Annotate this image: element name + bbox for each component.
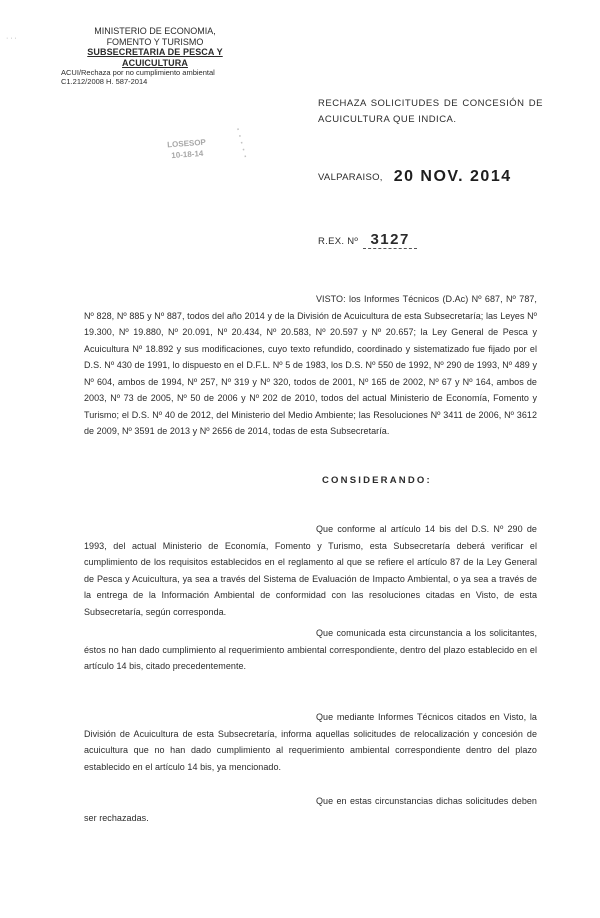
received-stamp	[146, 121, 227, 178]
stamp-line-2: 10-18-14	[171, 148, 204, 161]
paragraph-lead: Que mediante Informes Técnicos citados en	[316, 712, 500, 722]
paragraph-lead: Que conforme al artículo 14 bis del D.S. Nº 290	[316, 524, 523, 534]
ministry-line-1: MINISTERIO DE ECONOMIA,	[94, 26, 216, 36]
considerando-heading: CONSIDERANDO:	[322, 475, 432, 486]
issuer-header	[55, 26, 255, 86]
date-place: VALPARAISO,	[318, 172, 383, 183]
stamp-line-1: LOSESOP	[166, 137, 207, 150]
paragraph-body: deben ser rechazadas.	[84, 796, 537, 823]
rex-number: 3127	[363, 231, 417, 249]
rex-label: R.EX. Nº	[318, 236, 359, 247]
visto-text: los Informes Técnicos (D.Ac) Nº 687, Nº 787, Nº 828, Nº 885 y Nº 887, todos del año 2014 y de la División de Acuicultura de esta Subsecretaría; las Leyes Nº 19.300, Nº 19.880, Nº 20.091, Nº 20.434, Nº 20.583, Nº 20.597 y Nº 20.657; la Ley General de Pesca y Acuicultura Nº 18.892 y sus modificaciones, cuyo texto refundido, coordinado y sistematizado fue fijado por el D.S. Nº 430 de 1991, lo dispuesto en el D.F.L. Nº 5 de 1983, los D.S. Nº 550 de 1992, Nº 290 de 1993, Nº 489 y Nº 604, ambos de 1994, Nº 257, Nº 319 y Nº 320, todos de 2001, Nº 165 de 2002, Nº 67 y Nº 164, ambos de 2003, Nº 73 de 2005, Nº 50 de 2006 y Nº 202 de 2010, todos del actual Ministerio de Economía, Fomento y Turismo; el D.S. Nº 40 de 2012, del Ministerio del Medio Ambiente; las Resoluciones Nº 3411 de 2006, Nº 3612 de 2009, Nº 3591 de 2013 y Nº 2656 de 2014, todas de esta Subsecretaría.	[84, 294, 537, 436]
visto-label: VISTO:	[316, 294, 346, 304]
considerando-paragraph-2	[84, 625, 537, 675]
paragraph-body: solicitantes, éstos no han dado cumplimiento al requerimiento ambiental correspondiente, dentro del plazo establecido en el artículo 14 bis, citado precedentemente.	[84, 628, 537, 671]
scan-artifact: · · ·	[6, 35, 17, 42]
considerando-paragraph-4	[84, 793, 537, 826]
date-line	[318, 168, 512, 186]
date-stamp: 20 NOV. 2014	[393, 168, 512, 185]
considerando-paragraph-1	[84, 521, 537, 620]
reference-code-2: C1.212/2008 H. 587-2014	[61, 77, 148, 86]
resolution-number	[318, 231, 417, 249]
subsecretaria-line: SUBSECRETARIA DE PESCA Y ACUICULTURA	[87, 47, 223, 68]
ministry-line-2: FOMENTO Y TURISMO	[106, 36, 204, 47]
paragraph-body: de 1993, del actual Ministerio de Economía, Fomento y Turismo, esta Subsecretaría deberá verificar el cumplimiento de los requisitos establecidos en el reglamento al que se refiere el artículo 87 de la Ley General de Pesca y Acuicultura, ya sea a través del Sistema de Evaluación de Impacto Ambiental, o ya sea a través de la entrega de la Información Ambiental de conformidad con las resoluciones citadas en Visto, de esta Subsecretaría, según corresponda.	[84, 524, 537, 617]
paragraph-lead: Que en estas circunstancias dichas solicitudes	[316, 796, 509, 806]
document-subject: RECHAZA SOLICITUDES DE CONCESIÓN DE ACUICULTURA QUE INDICA.	[318, 98, 543, 125]
paragraph-lead: Que comunicada esta circunstancia a los	[316, 628, 486, 638]
stamp-side-mark: ▪▪▪▪▪	[234, 126, 250, 162]
paragraph-body: Visto, la División de Acuicultura de esta Subsecretaría, informa aquellas solicitudes de relocalización y concesión de acuicultura que no han dado cumplimiento al requerimiento ambiental correspondiente dentro del plazo establecido en el artículo 14 bis, ya mencionado.	[84, 712, 537, 772]
reference-code-1: ACUI/Rechaza por no cumplimiento ambiental	[61, 68, 215, 77]
visto-paragraph	[84, 291, 537, 440]
considerando-paragraph-3	[84, 709, 537, 775]
